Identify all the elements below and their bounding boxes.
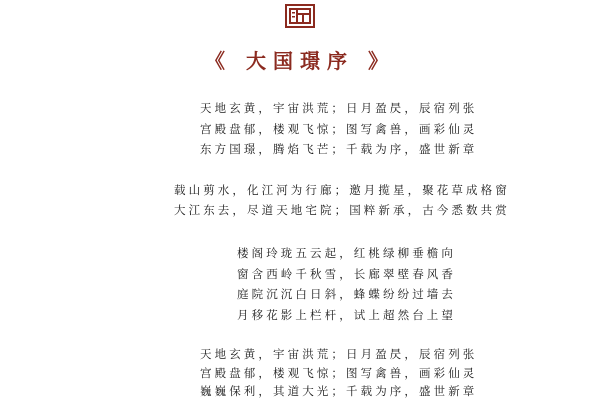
poem-line: 天地玄黄，宇宙洪荒；日月盈昃，辰宿列张 (200, 347, 478, 361)
poem-line: 天地玄黄，宇宙洪荒；日月盈昃，辰宿列张 (200, 101, 478, 115)
poem-line: 楼阁玲珑五云起，红桃绿柳垂檐向 (237, 246, 456, 260)
poem-line: 宫殿盘郁，楼观飞惊；图写禽兽，画彩仙灵 (200, 366, 478, 380)
poem-line: 庭院沉沉白日斜，蜂蝶纷纷过墙去 (237, 287, 456, 301)
poem-line: 载山剪水，化江河为行廊；邀月揽星，聚花草成格窗 (174, 183, 510, 197)
page-title: 《 大国璟序 》 (205, 49, 395, 73)
poem-line: 窗含西岭千秋雪，长廊翠壁春风香 (237, 267, 456, 281)
seal-icon (285, 4, 315, 28)
poem-line: 月移花影上栏杆，试上超然台上望 (237, 308, 456, 322)
poem-line: 宫殿盘郁，楼观飞惊；图写禽兽，画彩仙灵 (200, 122, 478, 136)
poem-line: 大江东去，尽道天地宅院；国粹新承，古今悉数共赏 (174, 203, 510, 217)
seal-logo (285, 4, 315, 28)
poem-line: 东方国璟，腾焰飞芒；千载为序，盛世新章 (200, 142, 478, 156)
poem-line: 巍巍保利，其道大光；千载为序，盛世新章 (200, 384, 478, 398)
